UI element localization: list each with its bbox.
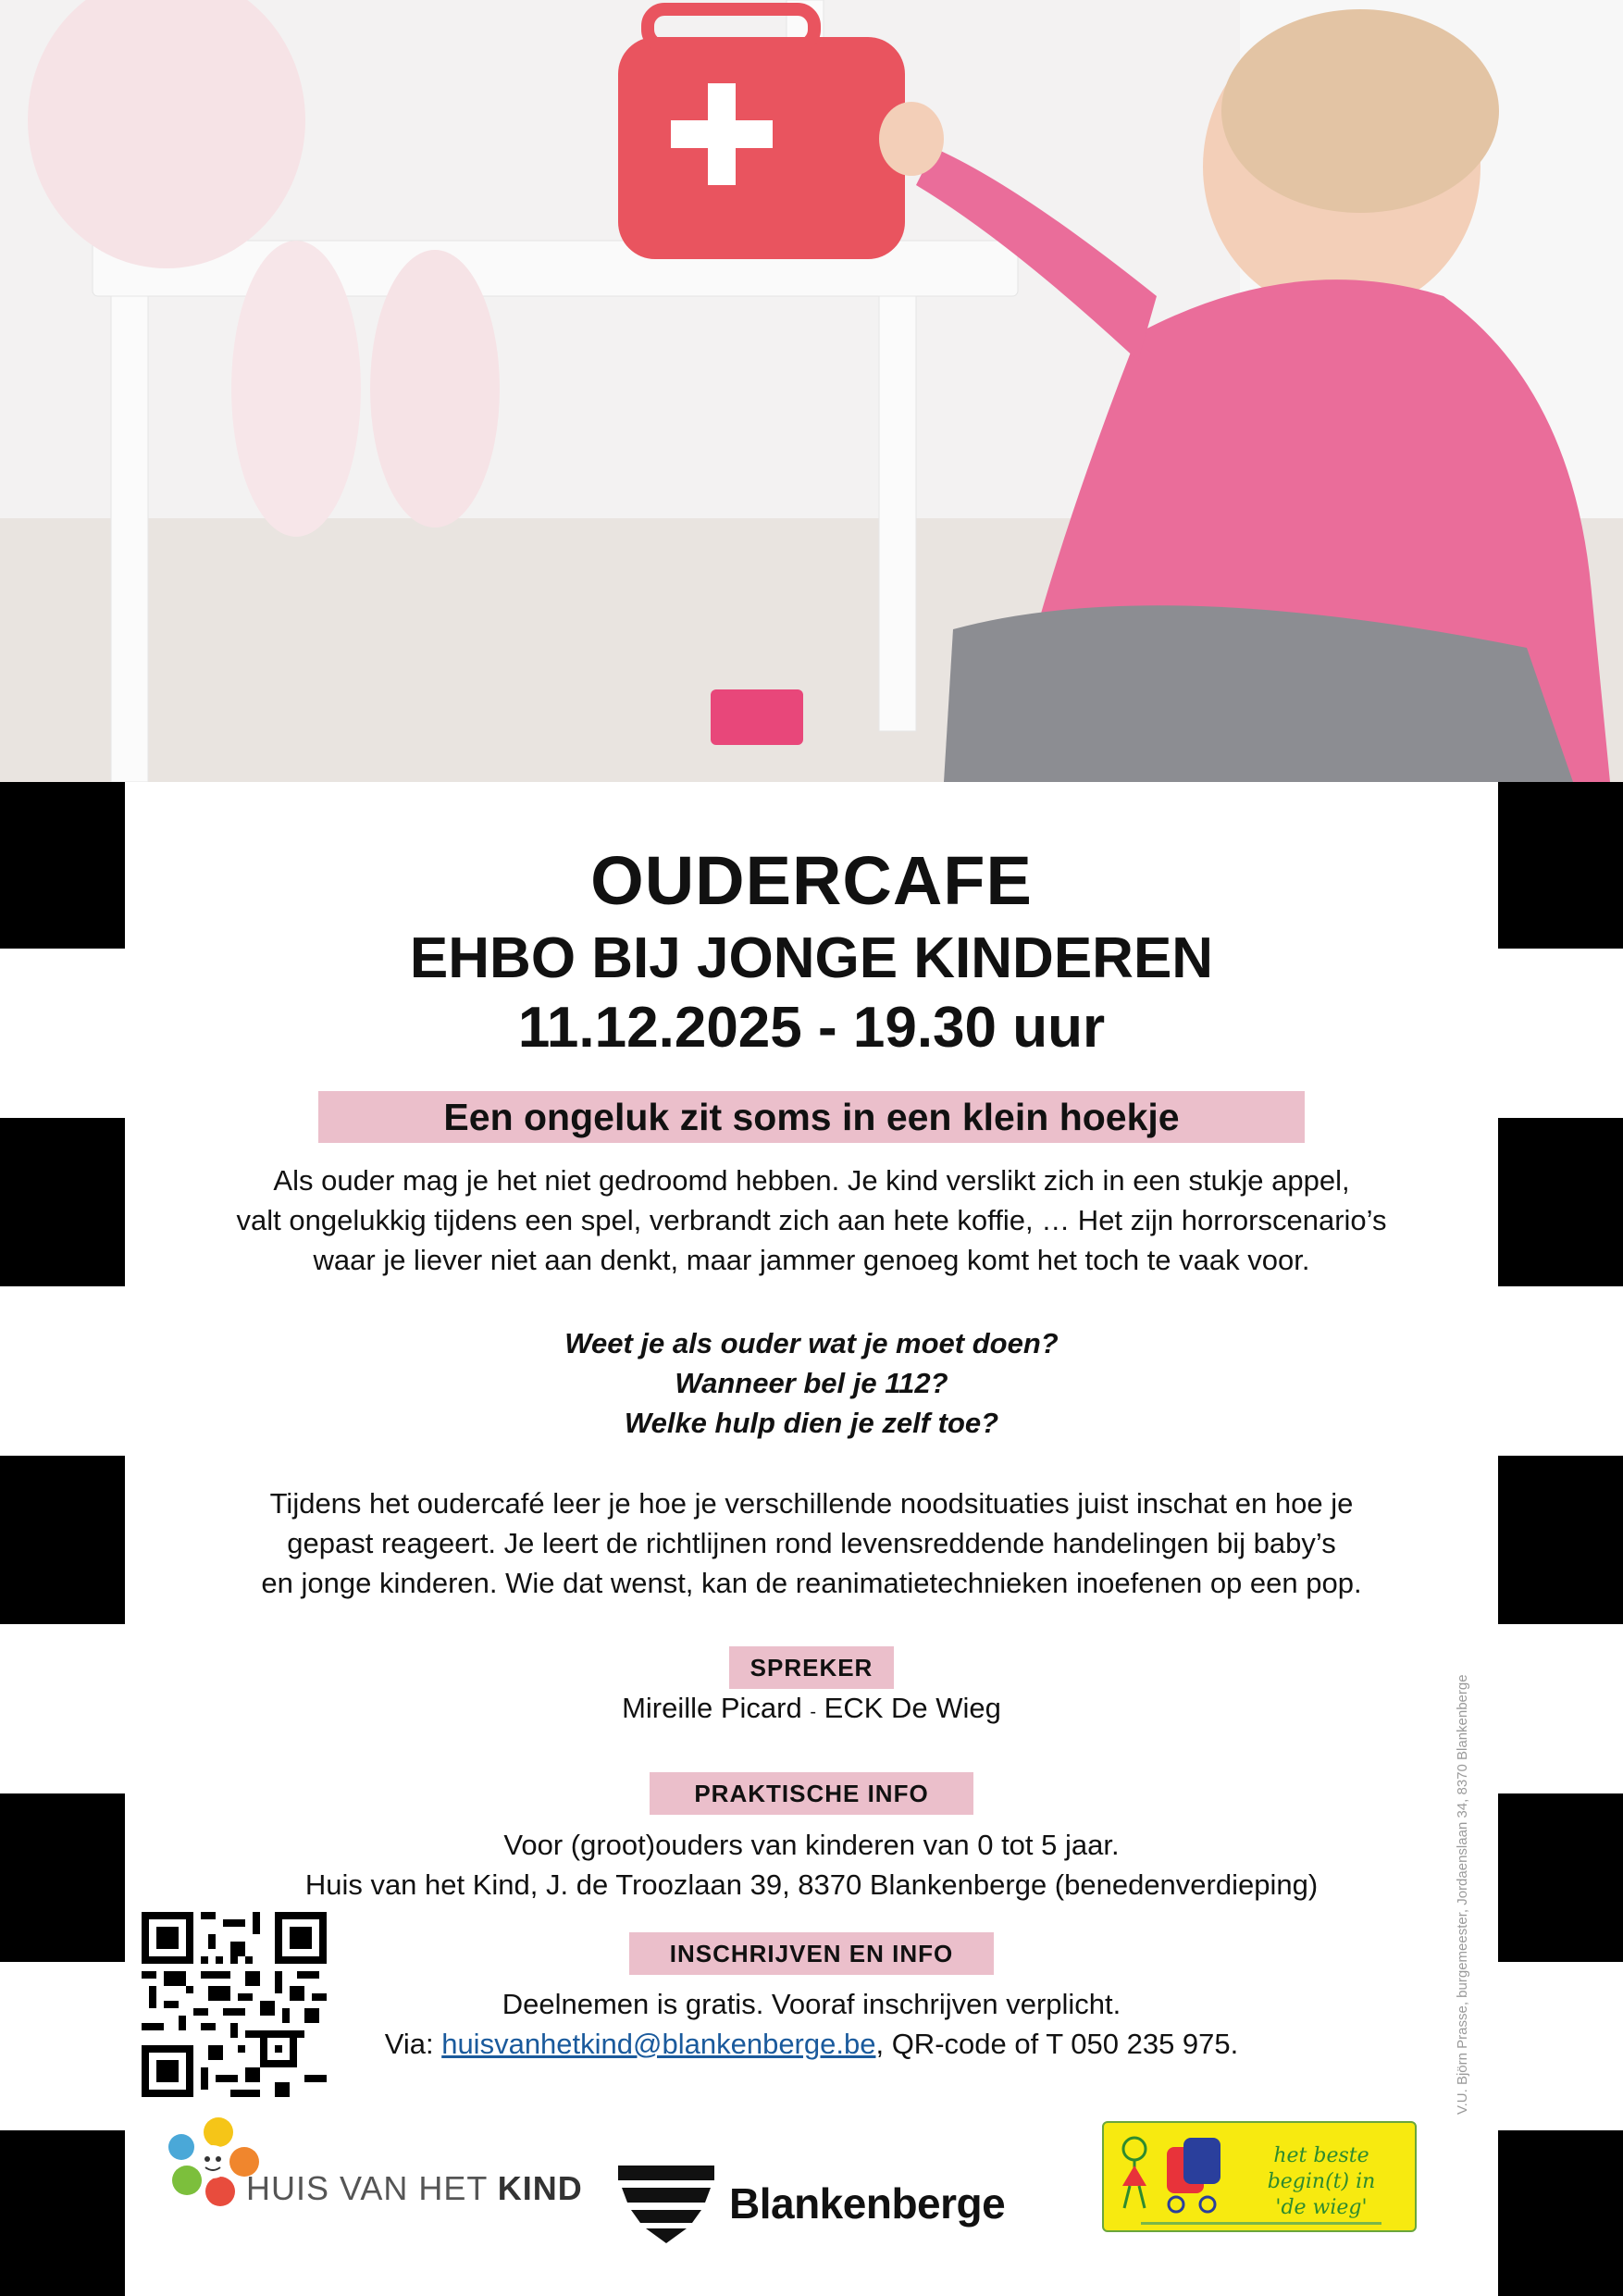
wieg-underline bbox=[1141, 2222, 1381, 2225]
description-line: Tijdens het oudercafé leer je hoe je verschillende noodsituaties juist inschat en hoe je bbox=[269, 1487, 1354, 1520]
event-datetime: 11.12.2025 - 19.30 uur bbox=[517, 996, 1106, 1060]
wieg-slogan-line: 'de wieg' bbox=[1275, 2196, 1368, 2219]
intro-line: waar je liever niet aan denkt, maar jammer genoeg komt het toch te vaak voor. bbox=[313, 1244, 1310, 1276]
huis-van-het-kind-logo bbox=[155, 2116, 583, 2217]
speaker-separator: - bbox=[810, 1702, 817, 1722]
email-link[interactable]: huisvanhetkind@blankenberge.be bbox=[441, 2028, 876, 2060]
registration-line: Deelnemen is gratis. Vooraf inschrijven verplicht. bbox=[502, 1988, 1121, 2020]
via-text: Via: bbox=[384, 2028, 442, 2060]
question: Wanneer bel je 112? bbox=[675, 1367, 948, 1399]
speaker-label: SPREKER bbox=[729, 1646, 894, 1689]
side-bar bbox=[0, 782, 125, 949]
side-bar bbox=[1498, 1793, 1623, 1962]
intro-paragraph bbox=[125, 1160, 1498, 1280]
side-bar bbox=[0, 2130, 125, 2296]
speaker-info bbox=[125, 1690, 1498, 1731]
qr-code[interactable] bbox=[142, 1912, 327, 2097]
wieg-slogan-line: het beste begin(t) in bbox=[1267, 2144, 1376, 2193]
speaker-organisation: ECK De Wieg bbox=[824, 1692, 1001, 1724]
hvk-wordmark bbox=[246, 2169, 583, 2208]
practical-line: Huis van het Kind, J. de Troozlaan 39, 8370 Blankenberge (benedenverdieping) bbox=[304, 1868, 1319, 1901]
side-bar bbox=[0, 1456, 125, 1624]
de-wieg-logo bbox=[1102, 2121, 1417, 2232]
hvk-bold: KIND bbox=[497, 2169, 583, 2207]
child-drawing-icon bbox=[1111, 2128, 1241, 2221]
side-bar bbox=[1498, 782, 1623, 949]
side-bar bbox=[0, 1793, 125, 1962]
contact-rest: , QR-code of T 050 235 975. bbox=[875, 2028, 1239, 2060]
side-bar bbox=[0, 1118, 125, 1286]
side-bar bbox=[1498, 2130, 1623, 2296]
hero-illustration bbox=[0, 0, 1623, 782]
tagline: Een ongeluk zit soms in een klein hoekje bbox=[318, 1091, 1305, 1143]
practical-label: PRAKTISCHE INFO bbox=[650, 1772, 973, 1815]
blankenberge-logo bbox=[618, 2162, 1044, 2245]
blankenberge-wordmark: Blankenberge bbox=[729, 2179, 1006, 2228]
side-bar bbox=[1498, 1118, 1623, 1286]
description-line: gepast reageert. Je leert de richtlijnen rond levensreddende handelingen bij baby’s bbox=[287, 1527, 1336, 1559]
question: Weet je als ouder wat je moet doen? bbox=[564, 1327, 1059, 1359]
question: Welke hulp dien je zelf toe? bbox=[624, 1407, 999, 1439]
intro-line: Als ouder mag je het niet gedroomd hebben. Je kind verslikt zich in een stukje appel, bbox=[273, 1164, 1350, 1197]
side-bar bbox=[1498, 1456, 1623, 1624]
speaker-name: Mireille Picard bbox=[622, 1692, 802, 1724]
practical-info bbox=[125, 1825, 1498, 1905]
registration-info bbox=[125, 1984, 1498, 2064]
questions bbox=[125, 1323, 1498, 1443]
hvk-prefix: HUIS VAN HET bbox=[246, 2169, 498, 2207]
registration-label: INSCHRIJVEN EN INFO bbox=[629, 1932, 994, 1975]
blankenberge-shield-icon bbox=[618, 2166, 714, 2243]
description-line: en jonge kinderen. Wie dat wenst, kan de reanimatietechnieken inoefenen op een pop. bbox=[261, 1567, 1362, 1599]
event-title: OUDERCAFE bbox=[590, 842, 1033, 919]
practical-line: Voor (groot)ouders van kinderen van 0 tot 5 jaar. bbox=[503, 1829, 1120, 1861]
wieg-slogan bbox=[1243, 2143, 1400, 2221]
intro-line: valt ongelukkig tijdens een spel, verbrandt zich aan hete koffie, … Het zijn horrorscenario’s bbox=[236, 1204, 1387, 1236]
registration-contact bbox=[125, 2024, 1498, 2064]
description-paragraph bbox=[125, 1483, 1498, 1603]
event-subtitle: EHBO BIJ JONGE KINDEREN bbox=[409, 926, 1214, 990]
hero-photo bbox=[0, 0, 1623, 782]
publisher-note-text: V.U. Björn Prasse, burgemeester, Jordaenslaan 34, 8370 Blankenberge bbox=[1455, 1674, 1470, 2115]
